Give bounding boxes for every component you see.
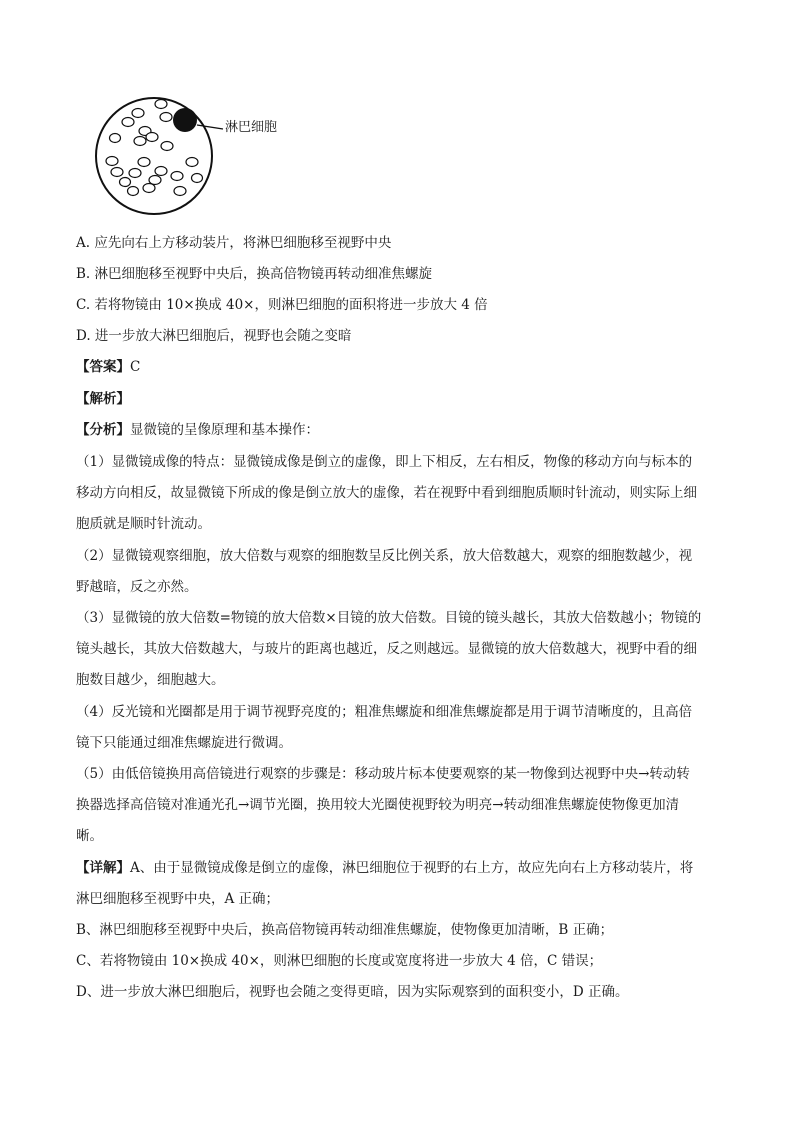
analysis-line [76, 389, 130, 409]
option-a: A. 应先向右上方移动装片，将淋巴细胞移至视野中央 [76, 235, 392, 251]
point-2-line-1: （2）显微镜观察细胞，放大倍数与观察的细胞数呈反比例关系，放大倍数越大，观察的细胞数越少，视 [76, 548, 693, 564]
detail-line-5: D、进一步放大淋巴细胞后，视野也会随之变得更暗，因为实际观察到的面积变小，D 正确。 [76, 984, 629, 1000]
point-3-line-2: 镜头越长，其放大倍数越大，与玻片的距离也越近，反之则越远。显微镜的放大倍数越大，视野中看的细 [76, 641, 697, 657]
detail-text-1: A、由于显微镜成像是倒立的虚像，淋巴细胞位于视野的右上方，故应先向右上方移动装片，将 [130, 860, 694, 876]
detail-line-1 [76, 853, 718, 884]
detail-section [76, 853, 718, 1008]
fenxi-text: 显微镜的呈像原理和基本操作： [130, 422, 319, 438]
answer-value: C [130, 359, 141, 375]
point-2 [76, 541, 718, 603]
detail-tag: 【详解】 [76, 860, 130, 876]
field-of-view-diagram [95, 96, 325, 216]
point-1-line-3: 胞质就是顺时针流动。 [76, 516, 211, 532]
point-5-line-2: 换器选择高倍镜对准通光孔→调节光圈，换用较大光圈使视野较为明亮→转动细准焦螺旋使物像更加清 [76, 797, 680, 813]
point-1 [76, 447, 718, 540]
detail-line-2: 淋巴细胞移至视野中央，A 正确； [76, 891, 280, 907]
detail-line-4: C、若将物镜由 10×换成 40×，则淋巴细胞的长度或宽度将进一步放大 4 倍，C 错误； [76, 953, 603, 969]
point-2-line-2: 野越暗，反之亦然。 [76, 579, 198, 595]
microscope-field-figure [95, 96, 325, 216]
option-b: B. 淋巴细胞移至视野中央后，换高倍物镜再转动细准焦螺旋 [76, 266, 433, 282]
fenxi-line [76, 420, 319, 440]
detail-line-3: B、淋巴细胞移至视野中央后，换高倍物镜再转动细准焦螺旋，使物像更加清晰，B 正确； [76, 922, 614, 938]
answer-tag: 【答案】 [76, 359, 130, 375]
point-4 [76, 697, 718, 759]
point-3 [76, 603, 718, 696]
point-5 [76, 759, 718, 852]
point-4-line-2: 镜下只能通过细准焦螺旋进行微调。 [76, 735, 292, 751]
option-d: D. 进一步放大淋巴细胞后，视野也会随之变暗 [76, 328, 352, 344]
point-1-line-1: （1）显微镜成像的特点：显微镜成像是倒立的虚像，即上下相反，左右相反，物像的移动方向与标本的 [76, 454, 693, 470]
answer-line [76, 357, 140, 377]
lymphocyte-label: 淋巴细胞 [225, 120, 278, 135]
point-3-line-1: （3）显微镜的放大倍数=物镜的放大倍数×目镜的放大倍数。目镜的镜头越长，其放大倍数越小；物镜的 [76, 610, 702, 626]
point-1-line-2: 移动方向相反，故显微镜下所成的像是倒立放大的虚像，若在视野中看到细胞质顺时针流动，则实际上细 [76, 485, 697, 501]
point-5-line-1: （5）由低倍镜换用高倍镜进行观察的步骤是：移动玻片标本使要观察的某一物像到达视野中央→转动转 [76, 766, 690, 782]
option-c: C. 若将物镜由 10×换成 40×，则淋巴细胞的面积将进一步放大 4 倍 [76, 297, 488, 313]
analysis-tag: 【解析】 [76, 391, 130, 407]
point-4-line-1: （4）反光镜和光圈都是用于调节视野亮度的；粗准焦螺旋和细准焦螺旋都是用于调节清晰度的，且高倍 [76, 704, 693, 720]
fenxi-tag: 【分析】 [76, 422, 130, 438]
point-5-line-3: 晰。 [76, 828, 103, 844]
point-3-line-3: 胞数目越少，细胞越大。 [76, 672, 225, 688]
lymphocyte-cell [173, 108, 197, 132]
